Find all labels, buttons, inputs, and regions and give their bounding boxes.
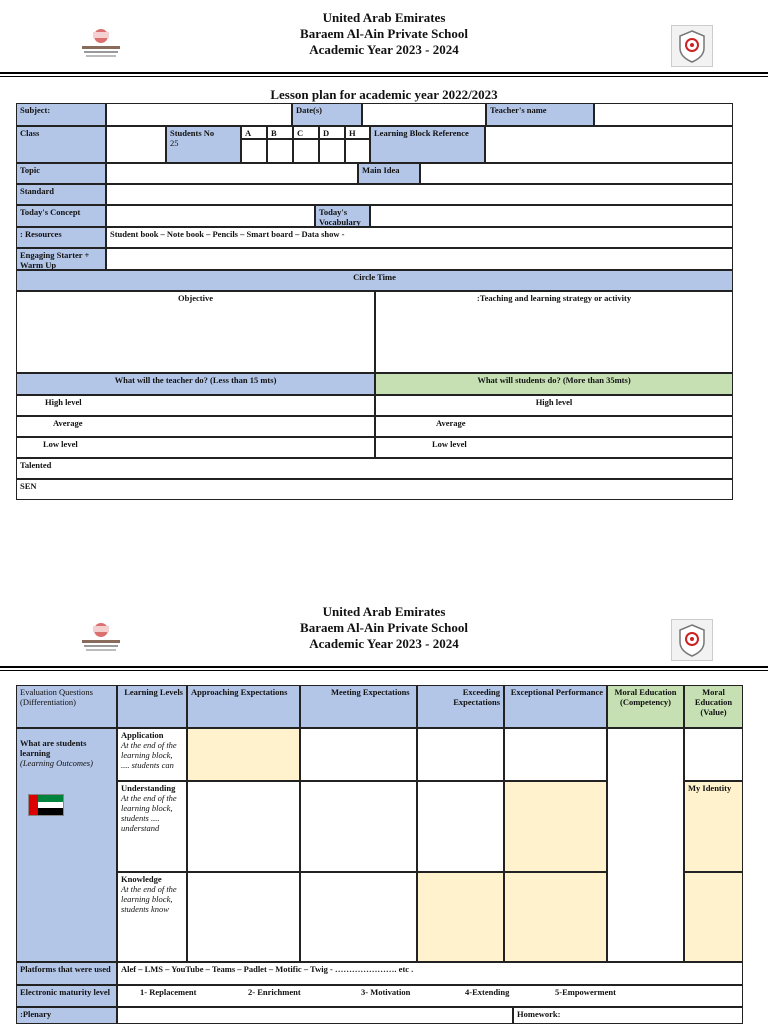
maturity-option[interactable]: 2- Enrichment [248,987,301,997]
concept-label: Today's Concept [16,205,106,227]
header-line3: Academic Year 2023 - 2024 [309,42,459,57]
students-high[interactable]: High level [375,395,733,416]
teacher-low[interactable]: Low level [16,437,375,458]
levels-header: Learning Levels [117,685,187,728]
standard-label: Standard [16,184,106,205]
resources-label: : Resources [16,227,106,248]
platforms-label: Platforms that were used [16,962,117,985]
exceptional-header: Exceptional Performance [504,685,607,728]
plenary-field[interactable] [117,1007,513,1024]
group-c-field[interactable] [293,139,319,163]
application-text: At the end of the learning block, .... students can [121,740,177,770]
knowledge-moral-value[interactable] [684,872,743,962]
teacher-high[interactable]: High level [16,395,375,416]
meeting-header: Meeting Expectations [300,685,417,728]
standard-field[interactable] [106,184,733,205]
students-do-header: What will students do? (More than 35mts) [375,373,733,395]
application-exceptional[interactable] [504,728,607,781]
concept-field[interactable] [106,205,315,227]
topic-label: Topic [16,163,106,184]
outcomes-text: (Learning Outcomes) [20,758,93,768]
application-exceeding[interactable] [417,728,504,781]
header-rule-thin [0,76,768,77]
application-label: Application [121,730,164,740]
vocab-field[interactable] [370,205,733,227]
subject-label: Subject: [16,103,106,126]
header-line1: United Arab Emirates [322,10,446,25]
understanding-cell [117,781,187,872]
resources-value: Student book – Note book – Pencils – Smart board – Data show - [106,227,733,248]
knowledge-label: Knowledge [121,874,162,884]
application-cell [117,728,187,781]
vocab-label: Today's Vocabulary [315,205,370,227]
application-meeting[interactable] [300,728,417,781]
knowledge-exceptional[interactable] [504,872,607,962]
knowledge-text: At the end of the learning block, students know [121,884,177,914]
teacher-average[interactable]: Average [16,416,375,437]
knowledge-meeting[interactable] [300,872,417,962]
knowledge-approaching[interactable] [187,872,300,962]
my-identity-cell[interactable]: My Identity [684,781,743,872]
uae-flag-icon [28,794,64,816]
homework-field[interactable]: Homework: [513,1007,743,1024]
eval-header: Evaluation Questions (Differentiation) [16,685,117,728]
moral-value-header: Moral Education (Value) [684,685,743,728]
plenary-label: :Plenary [16,1007,117,1024]
knowledge-exceeding[interactable] [417,872,504,962]
moral-comp-header: Moral Education (Competency) [607,685,684,728]
maturity-option[interactable]: 4-Extending [465,987,510,997]
teacher-do-header: What will the teacher do? (Less than 15 mts) [16,373,375,395]
understanding-exceeding[interactable] [417,781,504,872]
group-c: C [293,126,319,139]
page-title: Lesson plan for academic year 2022/2023 [270,87,498,102]
understanding-exceptional[interactable] [504,781,607,872]
application-approaching[interactable] [187,728,300,781]
maturity-option[interactable]: 5-Empowerment [555,987,616,997]
header-rule-thin [0,670,768,671]
understanding-approaching[interactable] [187,781,300,872]
group-a-field[interactable] [241,139,267,163]
header-line3: Academic Year 2023 - 2024 [309,636,459,651]
header-line1: United Arab Emirates [322,604,446,619]
platforms-value: Alef – LMS – YouTube – Teams – Padlet – Motific – Twig - …………………. etc . [117,962,743,985]
dates-label: Date(s) [292,103,362,126]
maturity-option[interactable]: 1- Replacement [140,987,197,997]
understanding-text: At the end of the learning block, students .... understand [121,793,177,833]
group-h: H [345,126,370,139]
class-field[interactable] [106,126,166,163]
exceeding-header: Exceeding Expectations [417,685,504,728]
header-rule [0,72,768,74]
header-line2: Baraem Al-Ain Private School [300,620,468,635]
approaching-header: Approaching Expectations [187,685,300,728]
objective-cell[interactable]: Objective [16,291,375,373]
application-moral-value[interactable] [684,728,743,781]
maturity-option[interactable]: 3- Motivation [361,987,411,997]
learning-outcomes-cell [16,728,117,962]
group-d-field[interactable] [319,139,345,163]
strategy-cell[interactable]: :Teaching and learning strategy or activity [375,291,733,373]
maturity-levels [117,985,743,1007]
moral-competency-field[interactable] [607,728,684,962]
header-rule [0,666,768,668]
teacher-name-field[interactable] [594,103,733,126]
header-1 [0,0,768,80]
learning-block-field[interactable] [485,126,733,163]
students-count: 25 [170,138,179,148]
students-no-label [166,126,241,163]
main-idea-field[interactable] [420,163,733,184]
header-line2: Baraem Al-Ain Private School [300,26,468,41]
teacher-name-label: Teacher's name [486,103,594,126]
knowledge-cell [117,872,187,962]
maturity-label: Electronic maturity level [16,985,117,1007]
students-no-text: Students No [170,128,215,138]
students-average[interactable]: Average [375,416,733,437]
header-2 [0,594,768,674]
engaging-field[interactable] [106,248,733,270]
subject-field[interactable] [106,103,292,126]
sen-row[interactable]: SEN [16,479,733,500]
students-low[interactable]: Low level [375,437,733,458]
group-a: A [241,126,267,139]
what-learning-text: What are students learning [20,738,87,758]
group-h-field[interactable] [345,139,370,163]
understanding-meeting[interactable] [300,781,417,872]
main-idea-label: Main Idea [358,163,420,184]
school-crest-icon [671,619,713,661]
engaging-label: Engaging Starter + Warm Up [16,248,106,270]
understanding-label: Understanding [121,783,176,793]
class-label: Class [16,126,106,163]
talented-row[interactable]: Talented [16,458,733,479]
group-b-field[interactable] [267,139,293,163]
group-b: B [267,126,293,139]
circle-time: Circle Time [16,270,733,291]
group-d: D [319,126,345,139]
learning-block-label: Learning Block Reference [370,126,485,163]
school-crest-icon [671,25,713,67]
dates-field[interactable] [362,103,486,126]
topic-field[interactable] [106,163,358,184]
